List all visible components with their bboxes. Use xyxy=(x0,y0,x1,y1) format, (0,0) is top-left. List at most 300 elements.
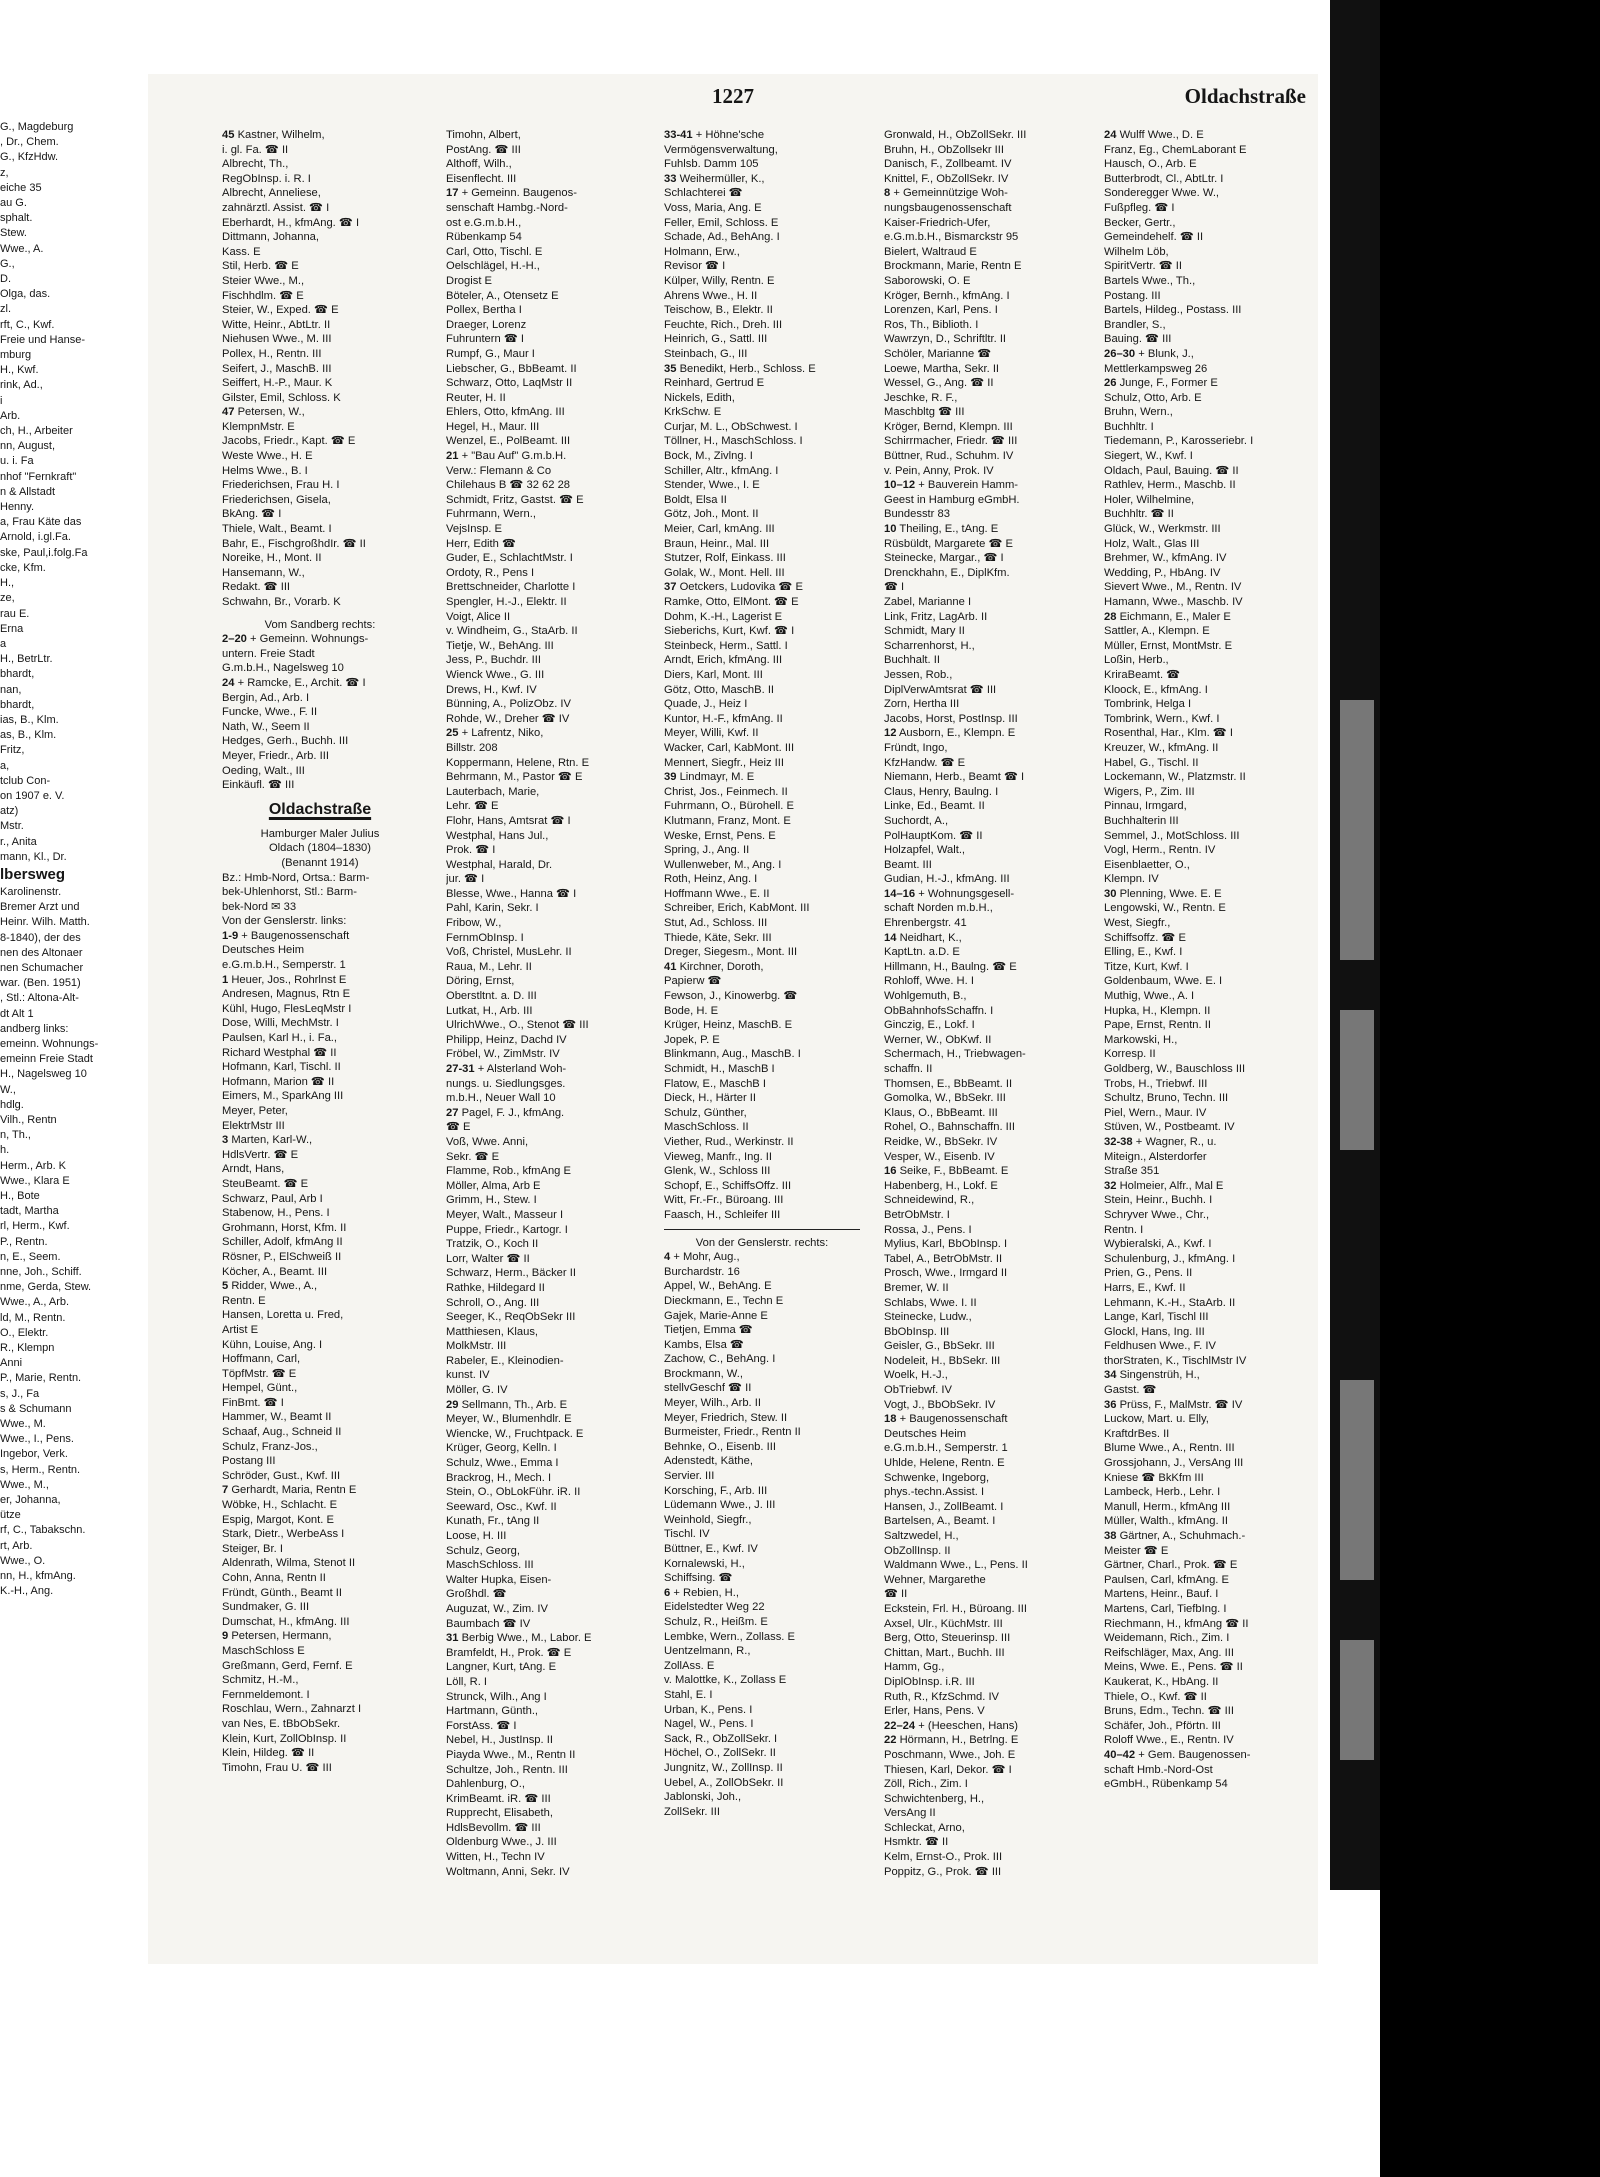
directory-entry xyxy=(446,887,642,902)
entry-text: MaschSchloss. III xyxy=(446,1559,534,1572)
margin-line: a, Frau Käte das xyxy=(0,516,82,529)
directory-entry xyxy=(1104,1062,1300,1077)
directory-entry xyxy=(222,1016,418,1031)
directory-entry xyxy=(1104,843,1300,858)
directory-entry xyxy=(222,1323,418,1338)
entry-text: kunst. IV xyxy=(446,1369,490,1382)
directory-entry xyxy=(664,216,860,231)
entry-text: Stark, Dietr., WerbeAss I xyxy=(222,1528,345,1541)
entry-text: Glockl, Hans, Ing. III xyxy=(1104,1325,1205,1338)
directory-entry xyxy=(446,1500,642,1515)
entry-text: Wawrzyn, D., Schriftltr. II xyxy=(884,333,1007,346)
entry-text: Dahlenburg, O., xyxy=(446,1778,525,1791)
directory-entry xyxy=(222,1717,418,1732)
entry-text: Reidke, W., BbSekr. IV xyxy=(884,1135,998,1148)
directory-entry xyxy=(446,916,642,931)
directory-entry xyxy=(664,668,860,683)
directory-entry xyxy=(884,1485,1080,1500)
entry-text: Hartmann, Günth., xyxy=(446,1705,539,1718)
directory-entry xyxy=(446,1398,642,1413)
house-number: 34 xyxy=(1104,1369,1117,1382)
entry-text: Schryver Wwe., Chr., xyxy=(1104,1208,1210,1221)
entry-text: PostAng. ☎ III xyxy=(446,143,521,156)
entry-text: KrimBeamt. iR. ☎ III xyxy=(446,1792,551,1805)
entry-text: phys.-techn.Assist. I xyxy=(884,1486,985,1499)
directory-entry xyxy=(1104,1617,1300,1632)
directory-entry xyxy=(446,1018,642,1033)
entry-text: ost e.G.m.b.H., xyxy=(446,216,522,229)
directory-entry xyxy=(1104,1047,1300,1062)
directory-entry xyxy=(664,624,860,639)
margin-line: mann, Kl., Dr. xyxy=(0,850,67,863)
directory-entry xyxy=(446,274,642,289)
directory-entry xyxy=(446,1850,642,1865)
directory-entry xyxy=(222,230,418,245)
entry-text: MolkMstr. III xyxy=(446,1340,507,1353)
house-number: 14–16 xyxy=(884,887,916,900)
margin-line: Stew. xyxy=(0,227,27,240)
directory-entry xyxy=(1104,1383,1300,1398)
directory-entry xyxy=(664,1469,860,1484)
entry-text: Arndt, Hans, xyxy=(222,1163,285,1176)
entry-text: Petersen, W., xyxy=(237,406,305,419)
entry-text: Schwahn, Br., Vorarb. K xyxy=(222,596,341,608)
entry-text: DiplObInsp. i.R. III xyxy=(884,1675,975,1688)
directory-entry xyxy=(1104,1208,1300,1223)
entry-text: Kloock, E., kfmAng. I xyxy=(1104,683,1208,696)
entry-text: Seeger, K., ReqObSekr III xyxy=(446,1311,576,1324)
directory-entry xyxy=(1104,1033,1300,1048)
entry-text: Schneidewind, R., xyxy=(884,1194,975,1207)
directory-entry xyxy=(222,1235,418,1250)
entry-text: Rohel, O., Bahnschaffn. III xyxy=(884,1121,1016,1134)
directory-entry xyxy=(884,1850,1080,1865)
margin-line: zl. xyxy=(0,303,11,316)
entry-text: Witten, H., Techn IV xyxy=(446,1851,545,1864)
directory-entry xyxy=(664,974,860,989)
directory-entry xyxy=(1104,945,1300,960)
entry-text: Baumbach ☎ IV xyxy=(446,1617,531,1630)
directory-entry xyxy=(1104,303,1300,318)
entry-text: Quade, J., Heiz I xyxy=(664,698,748,711)
directory-column-3 xyxy=(664,128,860,1928)
directory-entry xyxy=(884,1427,1080,1442)
directory-entry xyxy=(446,186,642,201)
entry-text: Meyer, Wilh., Arb. II xyxy=(664,1397,761,1410)
entry-text: v. Windheim, G., StaArb. II xyxy=(446,625,578,638)
entry-text: Gajek, Marie-Anne E xyxy=(664,1309,768,1322)
directory-entry xyxy=(884,391,1080,406)
directory-entry xyxy=(1104,1558,1300,1573)
directory-entry xyxy=(222,362,418,377)
directory-entry xyxy=(884,1792,1080,1807)
entry-text: Dieckmann, E., Techn E xyxy=(664,1294,784,1307)
directory-entry xyxy=(884,464,1080,479)
entry-text: Thiele, Walt., Beamt. I xyxy=(222,523,332,536)
margin-line: Erna xyxy=(0,622,24,635)
house-number: 1 xyxy=(222,973,229,986)
directory-entry xyxy=(446,1368,642,1383)
entry-text: Riechmann, H., kfmAng ☎ II xyxy=(1104,1617,1249,1630)
margin-line: Vilh., Rentn xyxy=(0,1114,57,1126)
directory-entry xyxy=(664,989,860,1004)
directory-entry xyxy=(1104,1763,1300,1778)
margin-line: sphalt. xyxy=(0,212,33,225)
directory-entry xyxy=(664,318,860,333)
entry-text: Gemeindehelf. ☎ II xyxy=(1104,231,1204,244)
margin-line: Karolinenstr. xyxy=(0,885,62,898)
entry-text: Ros, Th., Biblioth. I xyxy=(884,318,979,331)
directory-entry xyxy=(446,143,642,158)
directory-entry xyxy=(446,1704,642,1719)
directory-entry xyxy=(1104,1587,1300,1602)
entry-text: + Wagner, R., u. xyxy=(1135,1135,1217,1148)
entry-text: Möller, Alma, Arb E xyxy=(446,1179,541,1192)
entry-text: senschaft Hambg.-Nord- xyxy=(446,201,568,214)
entry-text: FinBmt. ☎ I xyxy=(222,1396,284,1409)
entry-text: FernmObInsp. I xyxy=(446,931,524,944)
directory-entry xyxy=(446,332,642,347)
entry-text: Albrecht, Th., xyxy=(222,158,289,171)
directory-entry xyxy=(884,347,1080,362)
entry-text: Hempel, Günt., xyxy=(222,1382,298,1395)
entry-text: Weske, Ernst, Pens. E xyxy=(664,829,776,842)
directory-entry xyxy=(1104,362,1300,377)
house-number: 16 xyxy=(884,1165,897,1178)
house-number: 12 xyxy=(884,727,897,740)
entry-text: KaptLtn. a.D. E xyxy=(884,946,960,959)
directory-entry xyxy=(1104,1339,1300,1354)
entry-text: Nickels, Edith, xyxy=(664,391,735,404)
entry-text: Danisch, F., Zollbeamt. IV xyxy=(884,158,1012,171)
entry-text: Ehrenbergstr. 41 xyxy=(884,917,967,930)
margin-line: Anni xyxy=(0,1357,23,1370)
directory-entry xyxy=(664,683,860,698)
house-number: 35 xyxy=(664,362,677,375)
margin-line: H., Kwf. xyxy=(0,364,39,377)
directory-entry xyxy=(446,872,642,887)
entry-text: Geisler, G., BbSekr. III xyxy=(884,1340,995,1353)
entry-text: Servier. III xyxy=(664,1470,715,1483)
margin-line: eiche 35 xyxy=(0,181,42,194)
directory-entry xyxy=(1104,478,1300,493)
entry-text: Artist E xyxy=(222,1323,259,1336)
directory-entry xyxy=(446,989,642,1004)
entry-text: Weihermüller, K., xyxy=(679,172,765,185)
directory-entry xyxy=(1104,960,1300,975)
margin-line: P., Rentn. xyxy=(0,1235,48,1248)
directory-entry xyxy=(1104,376,1300,391)
entry-text: Schermach, H., Triebwagen- xyxy=(884,1048,1026,1061)
entry-text: Sellmann, Th., Arb. E xyxy=(461,1398,568,1411)
entry-text: Schreiber, Erich, KabMont. III xyxy=(664,902,810,915)
directory-entry xyxy=(1104,274,1300,289)
directory-entry xyxy=(222,929,418,944)
directory-entry xyxy=(1104,1500,1300,1515)
entry-text: Martens, Heinr., Bauf. I xyxy=(1104,1588,1219,1601)
directory-entry xyxy=(446,1383,642,1398)
entry-text: Sattler, A., Klempn. E xyxy=(1104,625,1210,638)
directory-entry xyxy=(222,245,418,260)
directory-entry xyxy=(664,829,860,844)
directory-entry xyxy=(446,639,642,654)
entry-text: Martens, Carl, TiefbIng. I xyxy=(1104,1602,1227,1615)
directory-entry xyxy=(664,157,860,172)
entry-text: Brettschneider, Charlotte I xyxy=(446,581,576,594)
directory-entry xyxy=(222,958,418,973)
entry-text: Noreike, H., Mont. II xyxy=(222,552,322,565)
directory-entry xyxy=(1104,1573,1300,1588)
entry-text: Oeding, Walt., III xyxy=(222,764,305,777)
entry-text: nungsbaugenossenschaft xyxy=(884,201,1012,214)
previous-page-margin xyxy=(0,120,148,1960)
entry-text: Schwenke, Ingeborg, xyxy=(884,1471,990,1484)
directory-entry xyxy=(446,1573,642,1588)
directory-entry xyxy=(446,1441,642,1456)
directory-entry xyxy=(222,1527,418,1542)
entry-text: Rathke, Hildegard II xyxy=(446,1281,545,1294)
directory-entry xyxy=(446,1339,642,1354)
directory-column-5 xyxy=(1104,128,1300,1928)
margin-line: Arb. xyxy=(0,409,21,422)
page-edge-strip xyxy=(1330,0,1380,1890)
entry-text: + Blunk, J., xyxy=(1138,347,1194,360)
entry-text: Sack, R., ObZollSekr. I xyxy=(664,1732,778,1745)
house-number: 18 xyxy=(884,1413,897,1426)
entry-text: Jessen, Rob., xyxy=(884,668,953,681)
entry-text: Glenk, W., Schloss III xyxy=(664,1165,771,1178)
directory-entry xyxy=(446,1806,642,1821)
directory-entry xyxy=(446,362,642,377)
entry-text: Steinbach, G., III xyxy=(664,347,748,360)
entry-text: Friederichsen, Frau H. I xyxy=(222,479,340,492)
directory-entry xyxy=(664,858,860,873)
directory-entry xyxy=(446,1354,642,1369)
directory-entry xyxy=(664,1164,860,1179)
margin-line: Wwe., I., Pens. xyxy=(0,1433,74,1446)
entry-text: Kröger, Bernd, Klempn. III xyxy=(884,420,1013,433)
entry-text: Paulsen, Karl H., i. Fa., xyxy=(222,1032,338,1045)
directory-entry xyxy=(884,1456,1080,1471)
entry-text: Benedikt, Herb., Schloss. E xyxy=(679,362,816,375)
entry-text: Weinhold, Siegfr., xyxy=(664,1513,752,1526)
directory-entry xyxy=(446,391,642,406)
directory-entry xyxy=(446,172,642,187)
entry-text: Blesse, Wwe., Hanna ☎ I xyxy=(446,887,577,900)
entry-text: e.G.m.b.H., Bismarckstr 95 xyxy=(884,231,1019,244)
directory-entry xyxy=(1104,347,1300,362)
entry-text: Eisenblaetter, O., xyxy=(1104,858,1190,871)
entry-text: Berbig Wwe., M., Labor. E xyxy=(461,1632,592,1645)
entry-text: Albrecht, Anneliese, xyxy=(222,187,321,200)
margin-line: Wwe., M. xyxy=(0,1418,46,1431)
directory-entry xyxy=(664,1527,860,1542)
directory-entry xyxy=(884,537,1080,552)
directory-entry xyxy=(222,1104,418,1119)
entry-text: RegObInsp. i. R. I xyxy=(222,172,311,185)
directory-entry xyxy=(446,1077,642,1092)
entry-text: Lorr, Walter ☎ II xyxy=(446,1252,530,1265)
directory-entry xyxy=(1104,259,1300,274)
entry-text: Woltmann, Anni, Sekr. IV xyxy=(446,1865,570,1878)
directory-entry xyxy=(446,1310,642,1325)
entry-text: TöpfMstr. ☎ E xyxy=(222,1367,297,1380)
entry-text: Pahl, Karin, Sekr. I xyxy=(446,902,539,915)
entry-text: Suchordt, A., xyxy=(884,814,949,827)
entry-text: Meyer, W., Blumenhdlr. E xyxy=(446,1413,572,1426)
directory-entry xyxy=(222,1352,418,1367)
entry-text: Arndt, Erich, kfmAng. III xyxy=(664,654,783,667)
entry-text: Meyer, Friedrich, Stew. II xyxy=(664,1411,788,1424)
directory-entry xyxy=(222,1629,418,1644)
entry-text: + Baugenossenschaft xyxy=(899,1413,1008,1426)
entry-text: SteuBeamt. ☎ E xyxy=(222,1177,309,1190)
entry-text: Meins, Wwe. E., Pens. ☎ II xyxy=(1104,1661,1243,1674)
entry-text: Schiller, Adolf, kfmAng II xyxy=(222,1236,343,1249)
entry-text: Meier, Carl, kmAng. III xyxy=(664,523,775,536)
directory-entry xyxy=(884,1368,1080,1383)
entry-text: Luckow, Mart. u. Elly, xyxy=(1104,1413,1209,1426)
directory-entry xyxy=(446,945,642,960)
directory-entry xyxy=(664,741,860,756)
directory-entry xyxy=(664,434,860,449)
directory-entry xyxy=(664,1208,860,1223)
entry-text: Hammer, W., Beamt II xyxy=(222,1411,332,1424)
directory-entry xyxy=(1104,726,1300,741)
directory-entry xyxy=(664,1673,860,1688)
directory-entry xyxy=(446,1777,642,1792)
entry-text: Knittel, F., ObZollSekr. IV xyxy=(884,172,1009,185)
entry-text: Kaukerat, K., HbAng. II xyxy=(1104,1675,1219,1688)
entry-text: v. Malottke, K., Zollass E xyxy=(664,1674,787,1687)
entry-text: Bahr, E., FischgroßhdIr. ☎ II xyxy=(222,537,366,550)
margin-line: cke, Kfm. xyxy=(0,561,46,574)
entry-text: van Nes, E. tBbObSekr. xyxy=(222,1717,341,1730)
entry-text: Burchardstr. 16 xyxy=(664,1265,740,1278)
directory-entry xyxy=(884,478,1080,493)
directory-entry xyxy=(1104,1296,1300,1311)
margin-line: nen des Altonaer xyxy=(0,946,83,959)
house-number: 47 xyxy=(222,406,235,419)
directory-entry xyxy=(222,720,418,735)
entry-text: Timohn, Albert, xyxy=(446,129,521,141)
directory-entry xyxy=(446,1660,642,1675)
entry-text: KrkSchw. E xyxy=(664,406,722,419)
directory-entry xyxy=(664,537,860,552)
margin-line: au G. xyxy=(0,197,27,210)
directory-entry xyxy=(664,478,860,493)
entry-text: Raua, M., Lehr. II xyxy=(446,960,532,973)
entry-text: Kniese ☎ BkKfm III xyxy=(1104,1471,1204,1484)
directory-entry xyxy=(884,332,1080,347)
directory-entry xyxy=(884,1777,1080,1792)
entry-text: Fewson, J., Kinowerbg. ☎ xyxy=(664,990,798,1003)
directory-entry xyxy=(884,989,1080,1004)
entry-text: Wiencke, W., Fruchtpack. E xyxy=(446,1427,584,1440)
entry-text: ForstAss. ☎ I xyxy=(446,1719,517,1732)
directory-entry xyxy=(1104,974,1300,989)
directory-entry xyxy=(1104,1412,1300,1427)
entry-text: Bremer, W. II xyxy=(884,1281,949,1294)
directory-entry xyxy=(664,245,860,260)
entry-text: Voss, Maria, Ang. E xyxy=(664,201,762,214)
entry-text: Voß, Wwe. Anni, xyxy=(446,1135,529,1148)
entry-text: Fröbel, W., ZimMstr. IV xyxy=(446,1048,560,1061)
entry-text: Tiedemann, P., Karosseriebr. I xyxy=(1104,435,1254,448)
entry-text: Bartelsen, A., Beamt. I xyxy=(884,1515,996,1528)
directory-entry xyxy=(222,749,418,764)
entry-text: HdlsVertr. ☎ E xyxy=(222,1148,299,1161)
entry-text: Koppermann, Helene, Rtn. E xyxy=(446,756,590,769)
entry-text: Kunath, Fr., tAng II xyxy=(446,1515,540,1528)
entry-text: Köcher, A., Beamt. III xyxy=(222,1265,328,1278)
entry-text: Loose, H. III xyxy=(446,1530,507,1542)
margin-line: rau E. xyxy=(0,607,30,620)
entry-text: Golak, W., Mont. Hell. III xyxy=(664,566,785,579)
house-number: 24 xyxy=(1104,129,1117,141)
entry-text: Roth, Heinz, Ang. I xyxy=(664,873,758,886)
directory-entry xyxy=(884,1631,1080,1646)
directory-entry xyxy=(1104,872,1300,887)
directory-entry xyxy=(664,230,860,245)
directory-entry xyxy=(222,1498,418,1513)
entry-text: Vesper, W., Eisenb. IV xyxy=(884,1150,995,1163)
directory-entry xyxy=(446,931,642,946)
entry-text: untern. Freie Stadt xyxy=(222,647,315,660)
directory-entry xyxy=(222,1002,418,1017)
directory-entry xyxy=(664,362,860,377)
entry-text: + Baugenossenschaft xyxy=(241,929,350,942)
directory-entry xyxy=(884,785,1080,800)
entry-text: + Alsterland Woh- xyxy=(477,1063,567,1075)
directory-entry xyxy=(222,1250,418,1265)
directory-entry xyxy=(884,274,1080,289)
entry-text: Linke, Ed., Beamt. II xyxy=(884,800,985,813)
entry-text: Deutsches Heim xyxy=(884,1427,967,1440)
margin-line: u. i. Fa xyxy=(0,455,34,468)
margin-line: nne, Joh., Schiff. xyxy=(0,1266,82,1279)
entry-text: Rohloff, Wwe. H. I xyxy=(884,975,974,988)
entry-text: Schultz, Bruno, Techn. III xyxy=(1104,1092,1229,1105)
entry-text: Feldhusen Wwe., F. IV xyxy=(1104,1340,1216,1353)
directory-entry xyxy=(1104,1018,1300,1033)
entry-text: Piel, Wern., Maur. IV xyxy=(1104,1106,1207,1119)
entry-text: Schulz, Otto, Arb. E xyxy=(1104,391,1202,404)
directory-entry xyxy=(446,478,642,493)
directory-entry xyxy=(446,1412,642,1427)
directory-entry xyxy=(664,1150,860,1165)
entry-text: Lehr. ☎ E xyxy=(446,800,499,813)
entry-text: Eberhardt, H., kfmAng. ☎ I xyxy=(222,216,360,229)
house-number: 36 xyxy=(1104,1398,1117,1411)
entry-text: Götz, Joh., Mont. II xyxy=(664,508,759,521)
entry-text: Eisenflecht. III xyxy=(446,172,517,185)
directory-entry xyxy=(664,1381,860,1396)
entry-text: Beamt. III xyxy=(884,858,932,871)
directory-entry xyxy=(664,1309,860,1324)
entry-text: Schmidt, H., MaschB I xyxy=(664,1063,775,1075)
directory-entry xyxy=(222,1046,418,1061)
directory-entry xyxy=(222,1615,418,1630)
entry-text: Stüven, W., Postbeamt. IV xyxy=(1104,1121,1235,1134)
entry-text: Gomolka, W., BbSekr. III xyxy=(884,1092,1006,1105)
directory-entry xyxy=(222,493,418,508)
entry-text: MaschSchloss E xyxy=(222,1644,305,1657)
entry-text: Krüger, Heinz, MaschB. E xyxy=(664,1019,793,1032)
margin-line: , Dr., Chem. xyxy=(0,136,59,149)
margin-line: ias, B., Klm. xyxy=(0,713,59,726)
entry-text: Habel, G., Tischl. II xyxy=(1104,756,1199,769)
